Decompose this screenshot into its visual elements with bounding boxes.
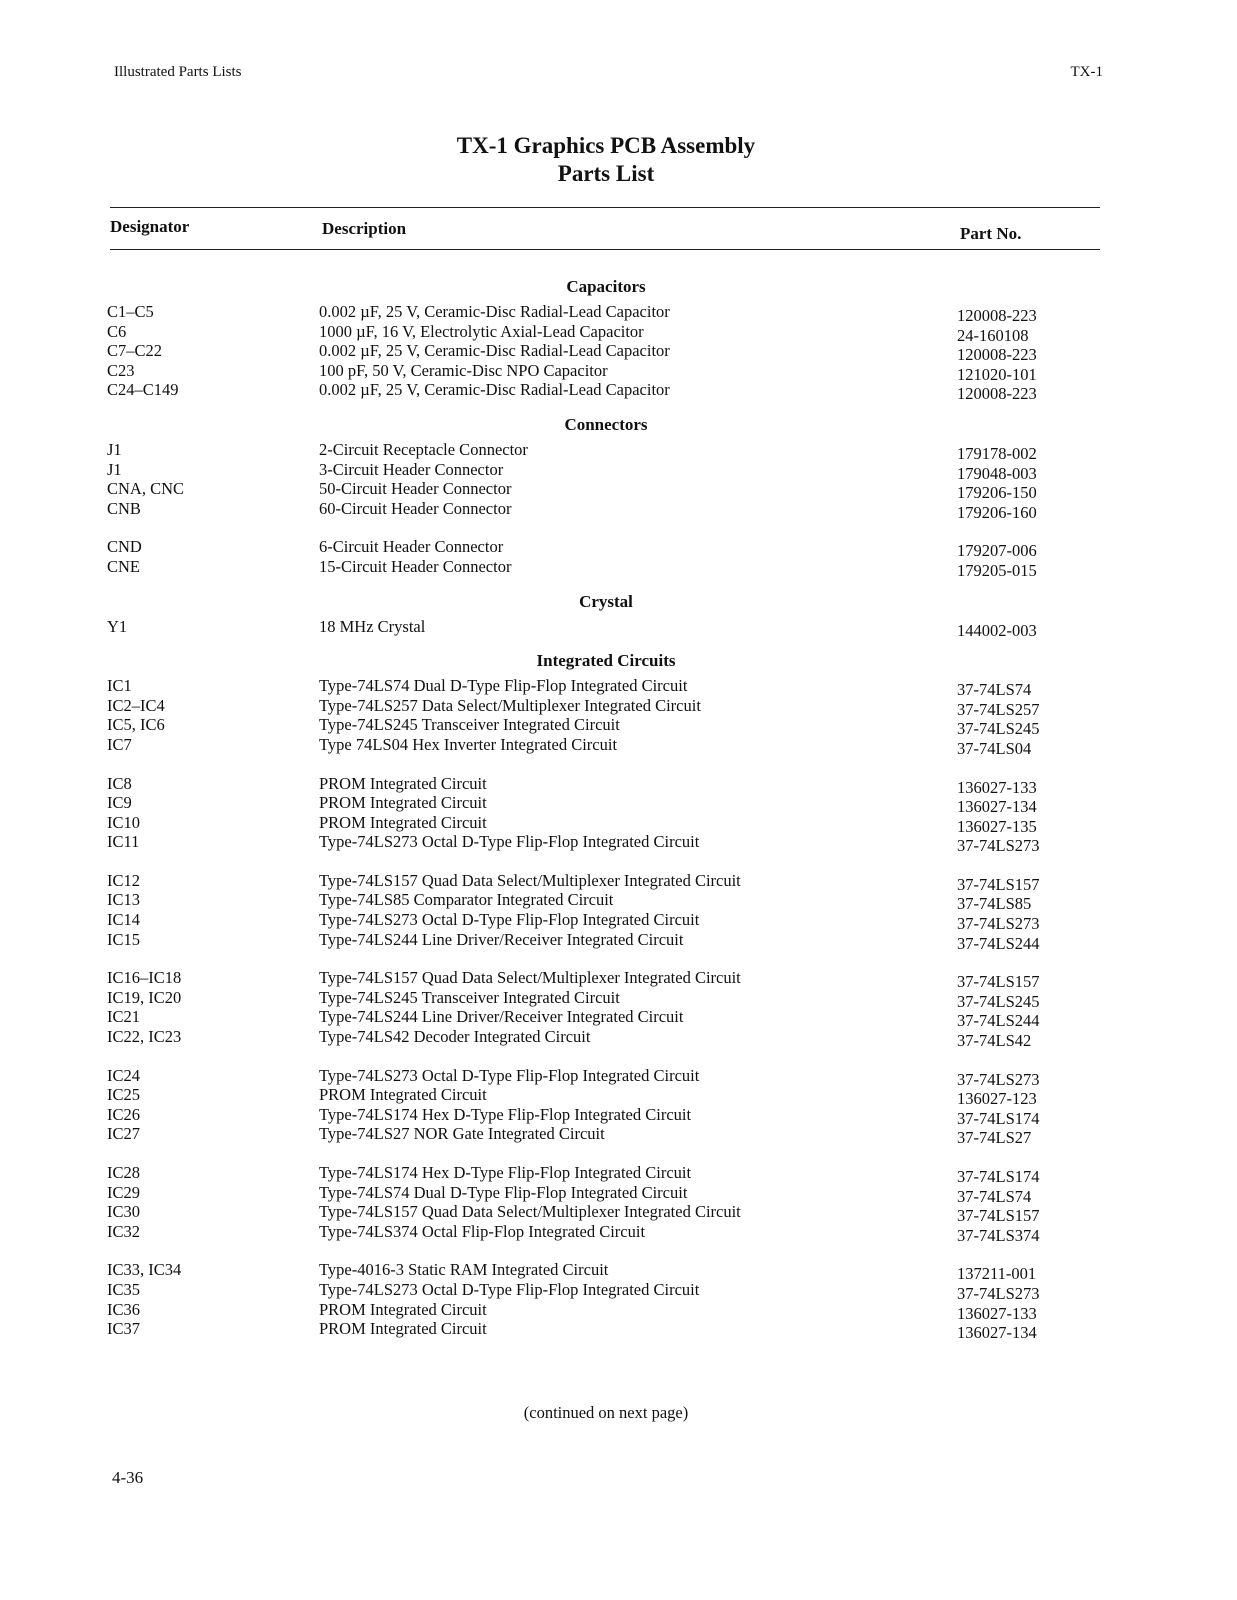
title-line-2: Parts List — [557, 161, 655, 186]
description-cell: Type-74LS244 Line Driver/Receiver Integrated Circuit — [319, 929, 684, 949]
description-cell: Type-74LS273 Octal D-Type Flip-Flop Integrated Circuit — [319, 1279, 700, 1299]
designator-cell: C24–C149 — [107, 380, 179, 400]
part-number-cell: 37-74LS244 — [957, 933, 1040, 953]
description-cell: PROM Integrated Circuit — [319, 1085, 487, 1105]
part-number-cell: 37-74LS374 — [957, 1225, 1040, 1245]
designator-cell: IC2–IC4 — [107, 695, 165, 715]
group-spacer — [0, 518, 1237, 537]
table-row — [0, 773, 1237, 797]
table-row — [0, 1085, 1237, 1109]
part-number-cell: 179205-015 — [957, 560, 1037, 580]
section-spacer — [0, 400, 1237, 410]
description-cell: Type-74LS74 Dual D-Type Flip-Flop Integrated Circuit — [319, 676, 688, 696]
table-row — [0, 321, 1237, 345]
designator-cell: Y1 — [107, 616, 128, 636]
designator-cell: CNE — [107, 556, 140, 576]
description-cell: Type-74LS245 Transceiver Integrated Circuit — [319, 987, 620, 1007]
part-number-cell: 136027-134 — [957, 797, 1037, 817]
page-number: 4-36 — [112, 1468, 144, 1487]
part-number-cell: 136027-134 — [957, 1323, 1037, 1343]
part-number-cell: 37-74LS245 — [957, 991, 1040, 1011]
table-row — [0, 793, 1237, 817]
designator-cell: IC24 — [107, 1065, 140, 1085]
description-cell: 6-Circuit Header Connector — [319, 537, 504, 557]
part-number-cell: 37-74LS174 — [957, 1108, 1040, 1128]
section-title: Crystal — [579, 591, 633, 611]
designator-cell: IC29 — [107, 1182, 140, 1202]
description-cell: 3-Circuit Header Connector — [319, 459, 504, 479]
table-row — [0, 910, 1237, 934]
part-number-cell: 179178-002 — [957, 443, 1037, 463]
table-row — [0, 1027, 1237, 1051]
part-number-cell: 37-74LS04 — [957, 738, 1032, 758]
table-row — [0, 715, 1237, 739]
designator-cell: IC28 — [107, 1163, 140, 1182]
description-cell: 50-Circuit Header Connector — [319, 479, 512, 499]
description-cell: 0.002 µF, 25 V, Ceramic-Disc Radial-Lead Capacitor — [319, 380, 670, 400]
running-head-right: TX-1 — [1070, 64, 1103, 80]
table-row — [0, 1299, 1237, 1323]
description-cell: Type-74LS273 Octal D-Type Flip-Flop Integrated Circuit — [319, 910, 700, 930]
group-spacer — [0, 1144, 1237, 1163]
designator-cell: IC9 — [107, 793, 132, 813]
designator-cell: IC36 — [107, 1299, 140, 1319]
designator-cell: C7–C22 — [107, 341, 163, 361]
designator-cell: IC22, IC23 — [107, 1027, 182, 1047]
part-number-cell: 37-74LS273 — [957, 1283, 1040, 1303]
table-row — [0, 1221, 1237, 1245]
column-header-part-no: Part No. — [960, 224, 1022, 243]
designator-cell: CNA, CNC — [107, 479, 185, 499]
description-cell: 0.002 µF, 25 V, Ceramic-Disc Radial-Lead Capacitor — [319, 302, 670, 321]
part-number-cell: 37-74LS244 — [957, 1011, 1040, 1031]
part-number-cell: 24-160108 — [957, 325, 1029, 345]
designator-cell: IC30 — [107, 1202, 140, 1222]
table-row — [0, 341, 1237, 365]
part-number-cell: 37-74LS174 — [957, 1167, 1040, 1186]
designator-cell: IC12 — [107, 870, 140, 890]
table-row — [0, 439, 1237, 463]
parts-table — [0, 272, 1237, 1349]
designator-cell: IC27 — [107, 1124, 140, 1144]
part-number-cell: 37-74LS273 — [957, 914, 1040, 934]
description-cell: Type-74LS157 Quad Data Select/Multiplexer Integrated Circuit — [319, 968, 741, 988]
group-spacer — [0, 755, 1237, 774]
part-number-cell: 37-74LS245 — [957, 719, 1040, 739]
part-number-cell: 37-74LS257 — [957, 699, 1040, 719]
description-cell: Type-74LS273 Octal D-Type Flip-Flop Integrated Circuit — [319, 832, 700, 852]
part-number-cell: 37-74LS157 — [957, 972, 1040, 992]
description-cell: Type-4016-3 Static RAM Integrated Circuit — [319, 1260, 609, 1280]
title-line-1: TX-1 Graphics PCB Assembly — [456, 133, 756, 158]
table-row — [0, 870, 1237, 894]
table-row — [0, 734, 1237, 758]
part-number-cell: 37-74LS85 — [957, 894, 1032, 914]
description-cell: Type-74LS374 Octal Flip-Flop Integrated Circuit — [319, 1221, 646, 1241]
designator-cell: IC10 — [107, 812, 140, 832]
part-number-cell: 37-74LS42 — [957, 1031, 1032, 1051]
designator-cell: J1 — [107, 439, 122, 459]
group-spacer — [0, 852, 1237, 871]
section-title: Capacitors — [566, 277, 646, 296]
part-number-cell: 136027-133 — [957, 777, 1037, 797]
designator-cell: CNB — [107, 498, 141, 518]
table-row — [0, 616, 1237, 640]
section-spacer — [0, 1339, 1237, 1349]
description-cell: Type-74LS244 Line Driver/Receiver Integrated Circuit — [319, 1007, 684, 1027]
description-cell: PROM Integrated Circuit — [319, 1319, 487, 1339]
description-cell: 100 pF, 50 V, Ceramic-Disc NPO Capacitor — [319, 360, 608, 380]
part-number-cell: 121020-101 — [957, 364, 1037, 384]
description-cell: Type-74LS257 Data Select/Multiplexer Integrated Circuit — [319, 695, 701, 715]
part-number-cell: 37-74LS74 — [957, 680, 1032, 700]
designator-cell: IC33, IC34 — [107, 1260, 182, 1280]
description-cell: Type-74LS27 NOR Gate Integrated Circuit — [319, 1124, 605, 1144]
description-cell: Type-74LS157 Quad Data Select/Multiplexer Integrated Circuit — [319, 1202, 741, 1222]
table-row — [0, 1202, 1237, 1226]
description-cell: Type-74LS85 Comparator Integrated Circuit — [319, 890, 614, 910]
table-row — [0, 360, 1237, 384]
designator-cell: IC7 — [107, 734, 132, 754]
description-cell: Type-74LS273 Octal D-Type Flip-Flop Integrated Circuit — [319, 1065, 700, 1085]
description-cell: Type-74LS245 Transceiver Integrated Circuit — [319, 715, 620, 735]
table-row — [0, 479, 1237, 503]
designator-cell: IC32 — [107, 1221, 140, 1241]
description-cell: Type-74LS174 Hex D-Type Flip-Flop Integrated Circuit — [319, 1163, 692, 1182]
table-row — [0, 695, 1237, 719]
part-number-cell: 37-74LS157 — [957, 1206, 1040, 1226]
part-number-cell: 136027-123 — [957, 1089, 1037, 1109]
part-number-cell: 37-74LS273 — [957, 1069, 1040, 1089]
table-row — [0, 302, 1237, 325]
designator-cell: C1–C5 — [107, 302, 154, 321]
description-cell: 1000 µF, 16 V, Electrolytic Axial-Lead Capacitor — [319, 321, 644, 341]
description-cell: Type-74LS74 Dual D-Type Flip-Flop Integrated Circuit — [319, 1182, 688, 1202]
designator-cell: CND — [107, 537, 142, 557]
part-number-cell: 179206-150 — [957, 483, 1037, 503]
group-spacer — [0, 1047, 1237, 1066]
table-row — [0, 929, 1237, 953]
table-row — [0, 556, 1237, 580]
designator-cell: IC21 — [107, 1007, 140, 1027]
description-cell: 18 MHz Crystal — [319, 616, 426, 636]
designator-cell: IC19, IC20 — [107, 987, 182, 1007]
group-spacer — [0, 1241, 1237, 1260]
table-row — [0, 1319, 1237, 1343]
description-cell: Type 74LS04 Hex Inverter Integrated Circuit — [319, 734, 618, 754]
table-row — [0, 459, 1237, 483]
table-row — [0, 380, 1237, 404]
column-header-description: Description — [322, 219, 407, 238]
table-row — [0, 890, 1237, 914]
group-spacer — [0, 949, 1237, 968]
table-row — [0, 1182, 1237, 1206]
designator-cell: IC8 — [107, 773, 132, 793]
table-row — [0, 1163, 1237, 1186]
section-spacer — [0, 636, 1237, 646]
section-spacer — [0, 577, 1237, 587]
designator-cell: IC11 — [107, 832, 140, 852]
table-row — [0, 498, 1237, 522]
table-row — [0, 676, 1237, 700]
table-row — [0, 1279, 1237, 1303]
table-row — [0, 812, 1237, 836]
designator-cell: C23 — [107, 360, 135, 380]
table-row — [0, 537, 1237, 561]
designator-cell: IC35 — [107, 1279, 140, 1299]
section-title: Integrated Circuits — [536, 651, 676, 671]
designator-cell: C6 — [107, 321, 127, 341]
table-row — [0, 987, 1237, 1011]
part-number-cell: 144002-003 — [957, 620, 1037, 640]
part-number-cell: 37-74LS27 — [957, 1128, 1032, 1148]
part-number-cell: 137211-001 — [957, 1264, 1037, 1284]
table-row — [0, 832, 1237, 856]
description-cell: PROM Integrated Circuit — [319, 793, 487, 813]
section-title: Connectors — [564, 414, 648, 434]
description-cell: 15-Circuit Header Connector — [319, 556, 512, 576]
designator-cell: IC16–IC18 — [107, 968, 182, 988]
designator-cell: IC1 — [107, 676, 132, 696]
designator-cell: IC26 — [107, 1104, 140, 1124]
description-cell: Type-74LS157 Quad Data Select/Multiplexer Integrated Circuit — [319, 870, 741, 890]
part-number-cell: 136027-133 — [957, 1303, 1037, 1323]
table-row — [0, 968, 1237, 992]
description-cell: PROM Integrated Circuit — [319, 773, 487, 793]
description-cell: PROM Integrated Circuit — [319, 812, 487, 832]
table-row — [0, 1124, 1237, 1148]
running-head-left: Illustrated Parts Lists — [114, 64, 242, 80]
designator-cell: IC13 — [107, 890, 140, 910]
page-title — [0, 132, 1212, 188]
designator-cell: IC25 — [107, 1085, 140, 1105]
part-number-cell: 120008-223 — [957, 306, 1037, 325]
part-number-cell: 37-74LS157 — [957, 874, 1040, 894]
description-cell: Type-74LS174 Hex D-Type Flip-Flop Integrated Circuit — [319, 1104, 692, 1124]
part-number-cell: 179048-003 — [957, 463, 1037, 483]
designator-cell: IC14 — [107, 910, 140, 930]
designator-cell: IC5, IC6 — [107, 715, 165, 735]
part-number-cell: 120008-223 — [957, 384, 1037, 404]
column-header-designator: Designator — [110, 217, 190, 236]
part-number-cell: 179206-160 — [957, 502, 1037, 522]
part-number-cell: 37-74LS273 — [957, 836, 1040, 856]
part-number-cell: 37-74LS74 — [957, 1186, 1032, 1206]
description-cell: 2-Circuit Receptacle Connector — [319, 439, 528, 459]
part-number-cell: 120008-223 — [957, 345, 1037, 365]
header-rule-top — [110, 207, 1100, 208]
designator-cell: IC37 — [107, 1319, 140, 1339]
description-cell: 60-Circuit Header Connector — [319, 498, 512, 518]
description-cell: Type-74LS42 Decoder Integrated Circuit — [319, 1027, 591, 1047]
continued-note: (continued on next page) — [523, 1403, 689, 1422]
part-number-cell: 136027-135 — [957, 816, 1037, 836]
table-row — [0, 1065, 1237, 1089]
designator-cell: IC15 — [107, 929, 140, 949]
header-rule-bottom — [110, 249, 1100, 250]
description-cell: 0.002 µF, 25 V, Ceramic-Disc Radial-Lead Capacitor — [319, 341, 670, 361]
table-row — [0, 1007, 1237, 1031]
table-row — [0, 1260, 1237, 1284]
description-cell: PROM Integrated Circuit — [319, 1299, 487, 1319]
part-number-cell: 179207-006 — [957, 541, 1037, 561]
designator-cell: J1 — [107, 459, 122, 479]
table-row — [0, 1104, 1237, 1128]
